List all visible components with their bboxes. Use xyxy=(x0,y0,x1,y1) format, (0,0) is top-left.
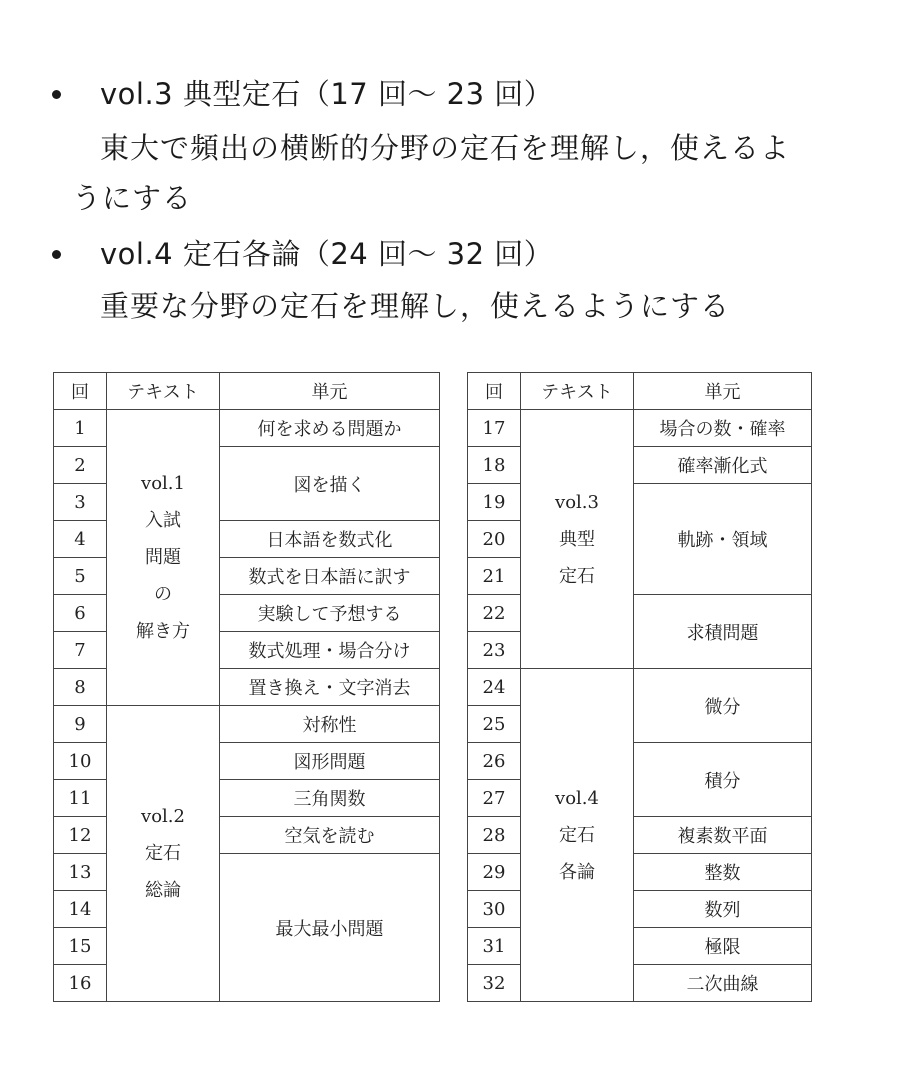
round-cell: 31 xyxy=(468,928,521,965)
round-cell: 14 xyxy=(54,891,107,928)
intro-desc-vol3-line2: うにする xyxy=(72,181,193,215)
table-row xyxy=(468,447,812,484)
round-cell: 20 xyxy=(468,521,521,558)
intro-item-vol3 xyxy=(0,62,901,122)
table-row xyxy=(468,817,812,854)
round-cell: 22 xyxy=(468,595,521,632)
round-cell: 12 xyxy=(54,817,107,854)
unit-cell: 確率漸化式 xyxy=(634,447,812,484)
text-label-line: 解き方 xyxy=(136,621,190,642)
table-row xyxy=(54,410,440,447)
round-cell: 17 xyxy=(468,410,521,447)
unit-cell: 微分 xyxy=(634,669,812,743)
round-cell: 8 xyxy=(54,669,107,706)
table-header-row xyxy=(54,373,440,410)
round-cell: 23 xyxy=(468,632,521,669)
table-header-row xyxy=(468,373,812,410)
table-row xyxy=(468,484,812,521)
unit-cell: 数式を日本語に訳す xyxy=(220,558,440,595)
round-cell: 7 xyxy=(54,632,107,669)
table-row xyxy=(468,854,812,891)
round-cell: 4 xyxy=(54,521,107,558)
text-label-line: vol.4 xyxy=(555,787,599,809)
unit-cell: 置き換え・文字消去 xyxy=(220,669,440,706)
round-cell: 1 xyxy=(54,410,107,447)
unit-cell: 数列 xyxy=(634,891,812,928)
unit-cell: 二次曲線 xyxy=(634,965,812,1002)
schedule-table-left xyxy=(53,372,440,1002)
round-cell: 11 xyxy=(54,780,107,817)
round-cell: 32 xyxy=(468,965,521,1002)
unit-cell: 対称性 xyxy=(220,706,440,743)
unit-cell: 複素数平面 xyxy=(634,817,812,854)
intro-desc-vol3-line1: 東大で頻出の横断的分野の定石を理解し，使えるよ xyxy=(100,131,791,165)
round-cell: 25 xyxy=(468,706,521,743)
round-cell: 3 xyxy=(54,484,107,521)
text-label-line: 問題 xyxy=(145,547,181,568)
text-label-line: 各論 xyxy=(559,861,595,883)
unit-cell: 最大最小問題 xyxy=(220,854,440,1002)
header-round: 回 xyxy=(54,373,107,410)
table-row xyxy=(468,743,812,780)
unit-cell: 整数 xyxy=(634,854,812,891)
unit-cell: 数式処理・場合分け xyxy=(220,632,440,669)
unit-cell: 空気を読む xyxy=(220,817,440,854)
round-cell: 10 xyxy=(54,743,107,780)
round-cell: 6 xyxy=(54,595,107,632)
header-round: 回 xyxy=(468,373,521,410)
unit-cell: 実験して予想する xyxy=(220,595,440,632)
table-row xyxy=(468,595,812,632)
text-label-line: vol.2 xyxy=(141,806,185,827)
bullet-dot xyxy=(52,90,61,99)
unit-cell: 図形問題 xyxy=(220,743,440,780)
table-row xyxy=(54,706,440,743)
header-unit: 単元 xyxy=(220,373,440,410)
round-cell: 30 xyxy=(468,891,521,928)
intro-heading-vol3: vol.3 典型定石（17 回〜 23 回） xyxy=(100,77,554,111)
round-cell: 19 xyxy=(468,484,521,521)
table-row xyxy=(468,965,812,1002)
intro-item-vol4 xyxy=(0,222,901,282)
text-label-line: の xyxy=(154,584,172,605)
text-label-line: vol.3 xyxy=(555,491,599,513)
text-label-line: 典型 xyxy=(559,528,595,550)
text-label-line: vol.1 xyxy=(141,473,185,494)
unit-cell: 場合の数・確率 xyxy=(634,410,812,447)
round-cell: 28 xyxy=(468,817,521,854)
round-cell: 27 xyxy=(468,780,521,817)
bullet-dot xyxy=(52,250,61,259)
unit-cell: 積分 xyxy=(634,743,812,817)
unit-cell: 図を描く xyxy=(220,447,440,521)
text-label-line: 総論 xyxy=(145,880,181,901)
table-row xyxy=(468,410,812,447)
round-cell: 26 xyxy=(468,743,521,780)
round-cell: 24 xyxy=(468,669,521,706)
text-label-line: 入試 xyxy=(145,510,181,531)
header-text: テキスト xyxy=(107,373,220,410)
text-cell-vol3 xyxy=(521,410,634,669)
header-text: テキスト xyxy=(521,373,634,410)
intro-heading-vol4: vol.4 定石各論（24 回〜 32 回） xyxy=(100,237,554,271)
table-row xyxy=(468,669,812,706)
text-label-line: 定石 xyxy=(145,843,181,864)
intro-desc-vol4-line1: 重要な分野の定石を理解し，使えるようにする xyxy=(100,289,731,323)
unit-cell: 軌跡・領域 xyxy=(634,484,812,595)
table-row xyxy=(468,928,812,965)
text-label-line: 定石 xyxy=(559,565,595,587)
text-label-line: 定石 xyxy=(559,824,595,846)
round-cell: 2 xyxy=(54,447,107,484)
round-cell: 15 xyxy=(54,928,107,965)
unit-cell: 日本語を数式化 xyxy=(220,521,440,558)
round-cell: 21 xyxy=(468,558,521,595)
text-cell-vol4 xyxy=(521,669,634,1002)
header-unit: 単元 xyxy=(634,373,812,410)
unit-cell: 求積問題 xyxy=(634,595,812,669)
round-cell: 18 xyxy=(468,447,521,484)
schedule-table-right xyxy=(467,372,812,1002)
round-cell: 9 xyxy=(54,706,107,743)
unit-cell: 極限 xyxy=(634,928,812,965)
round-cell: 29 xyxy=(468,854,521,891)
unit-cell: 三角関数 xyxy=(220,780,440,817)
text-cell-vol1 xyxy=(107,410,220,706)
unit-cell: 何を求める問題か xyxy=(220,410,440,447)
round-cell: 13 xyxy=(54,854,107,891)
round-cell: 5 xyxy=(54,558,107,595)
text-cell-vol2 xyxy=(107,706,220,1002)
table-row xyxy=(468,891,812,928)
round-cell: 16 xyxy=(54,965,107,1002)
